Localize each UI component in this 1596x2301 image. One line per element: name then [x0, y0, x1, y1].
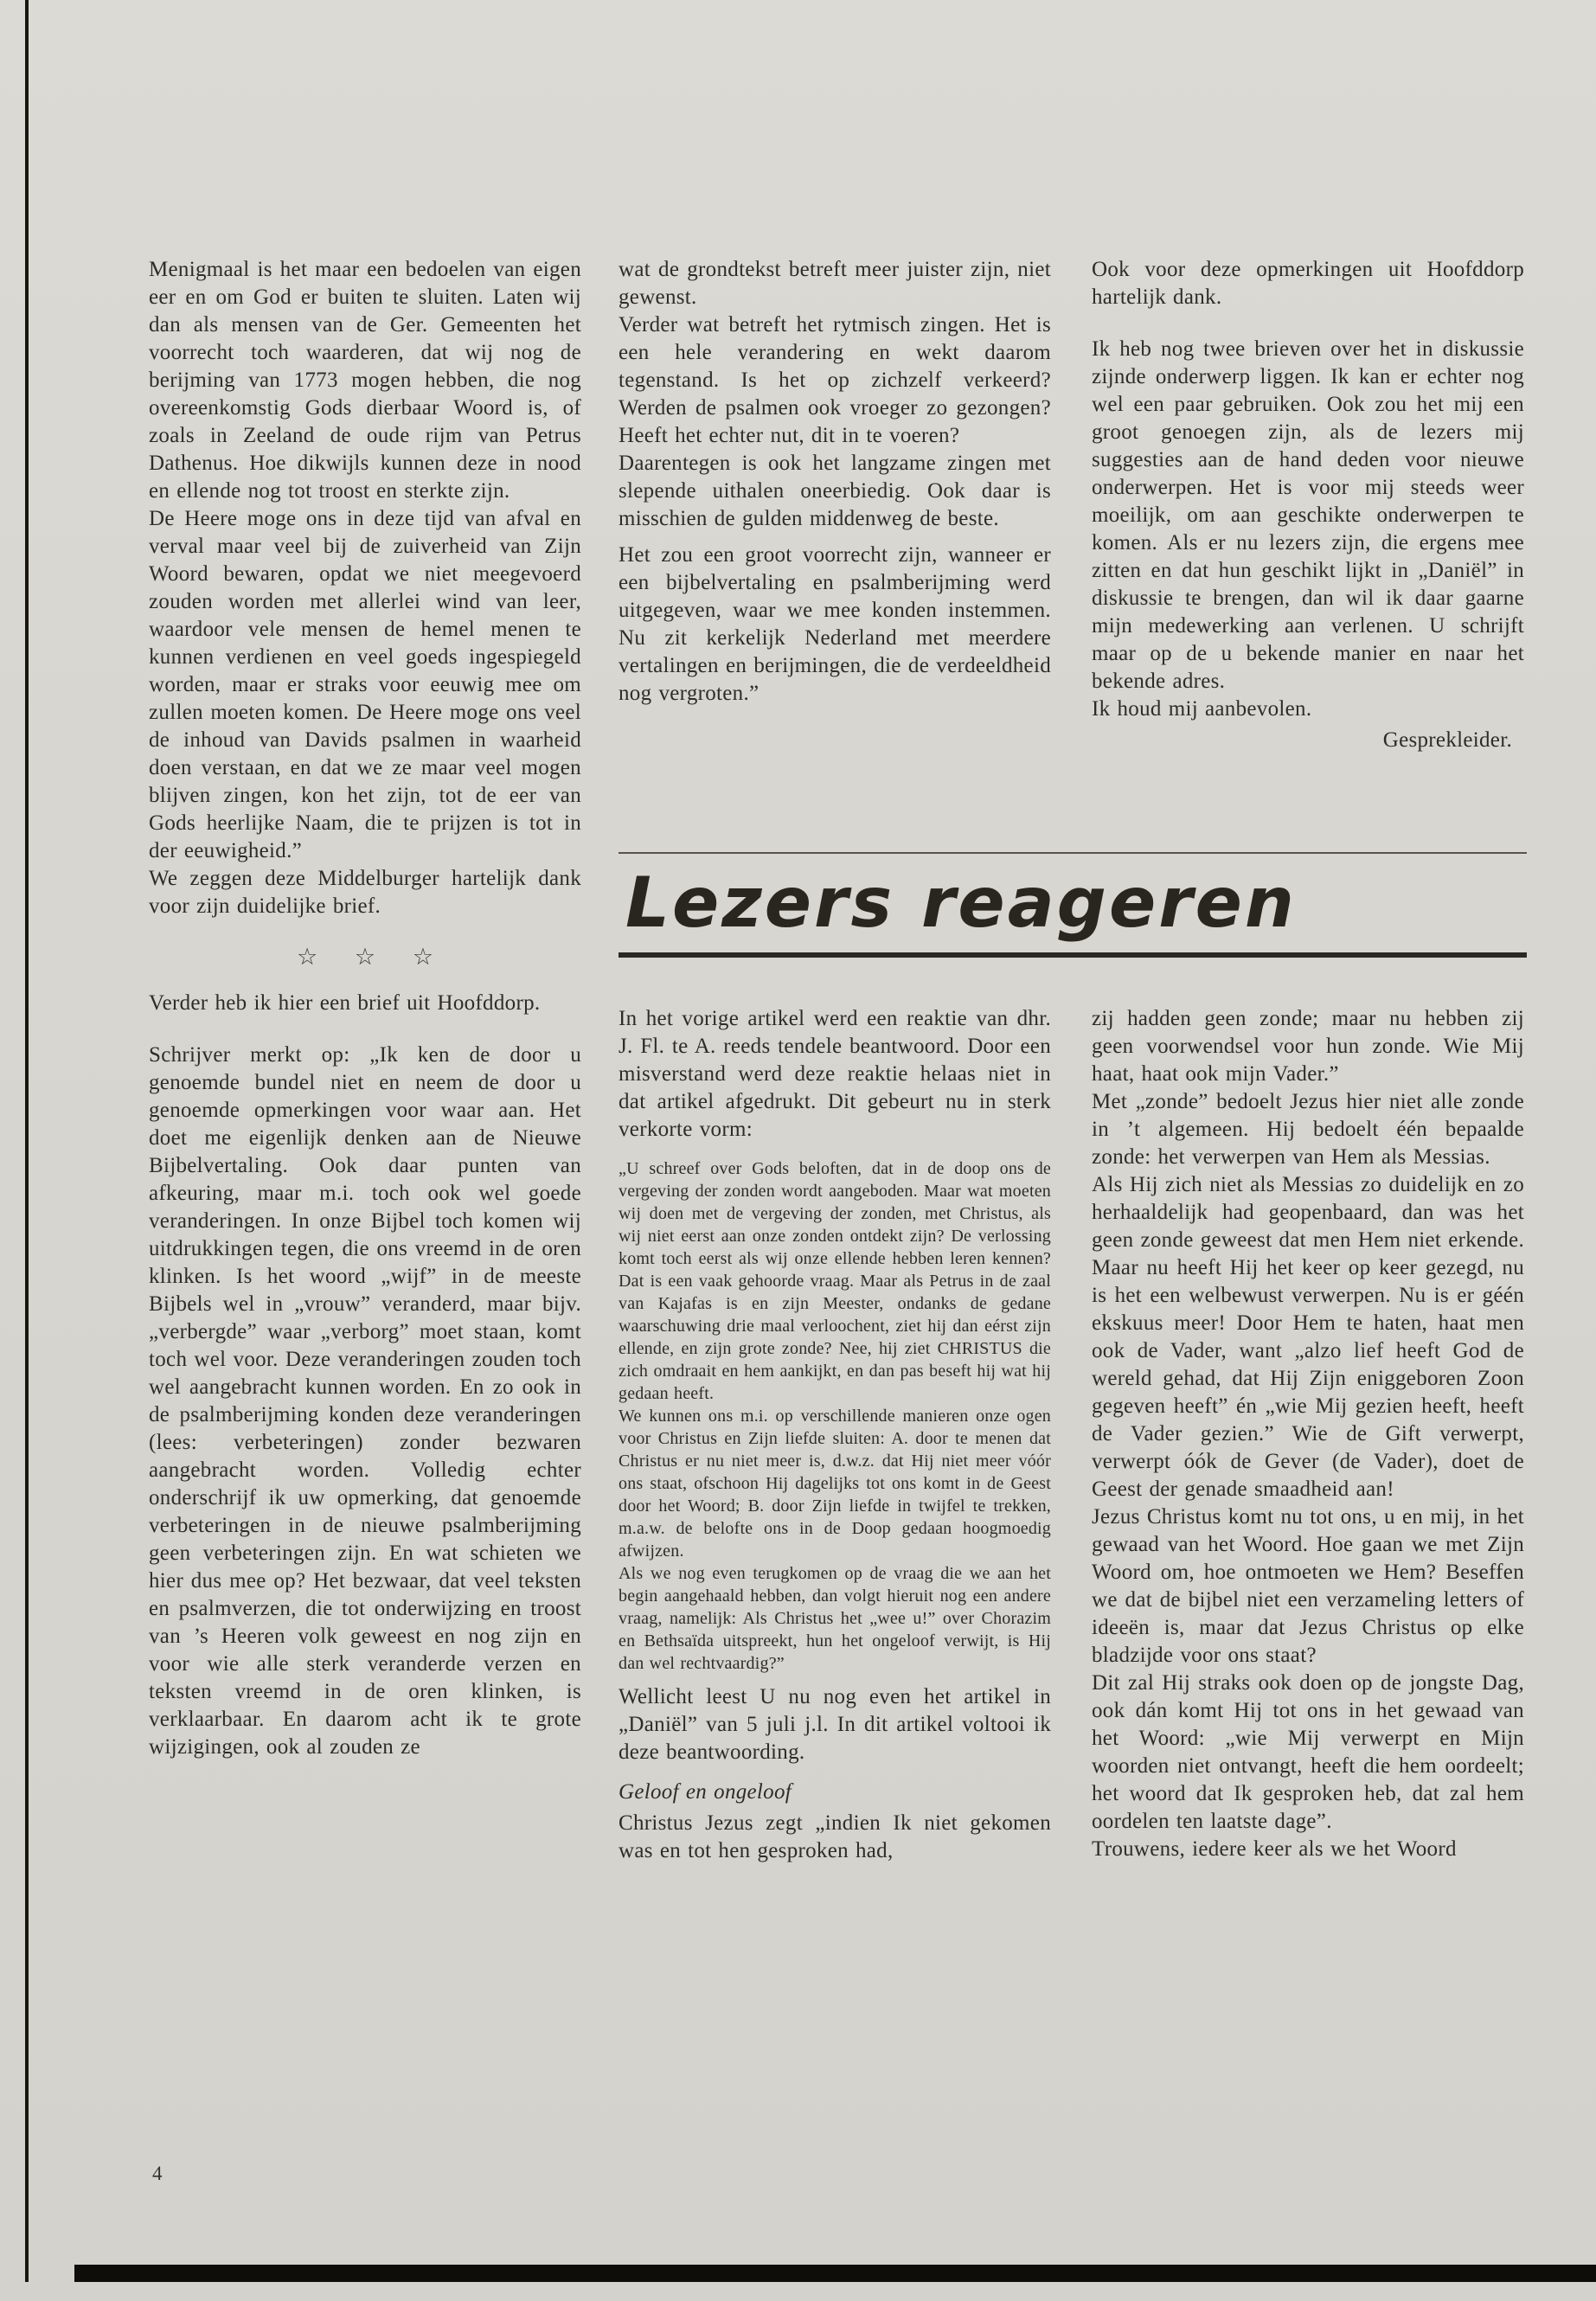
column-middle-top — [619, 256, 1051, 708]
section-title: Lezers reageren — [625, 862, 1297, 943]
scan-bottom-bar — [74, 2265, 1596, 2282]
paragraph: wat de grondtekst betreft meer juister zijn, niet gewenst. — [619, 258, 1051, 309]
paragraph: We zeggen deze Middelburger hartelijk dank voor zijn duidelijke brief. — [149, 867, 581, 918]
paragraph: zij hadden geen zonde; maar nu hebben zij geen voorwendsel voor hun zonde. Wie Mij haat, haat ook mijn Vader.” — [1092, 1007, 1524, 1086]
paragraph: Als Hij zich niet als Messias zo duidelijk en zo herhaaldelijk had geopenbaard, dan was het geen zonde geweest dat men Hem niet erkende. Maar nu heeft Hij het keer op keer gezegd, nu is het een welbewust verwerpen. Nu is er géén ekskuus meer! Door Hem te haten, haat men ook de Vader, want „alzo lief heeft God de wereld gehad, dat Hij Zijn eniggeboren Zoon gegeven heeft” én „wie Mij gezien heeft, heeft de Vader gezien.” Wie de Gift verwerpt, verwerpt óók de Gever (de Vader), doet de Geest der genade smaadheid aan! — [1092, 1173, 1524, 1501]
column-right-bottom — [1092, 1005, 1524, 1863]
column-right-top — [1092, 256, 1524, 754]
paragraph: In het vorige artikel werd een reaktie van dhr. J. Fl. te A. reeds tendele beantwoord. Door een misverstand werd deze reaktie helaas niet in dat artikel afgedrukt. Dit gebeurt nu in sterk verkorte vorm: — [619, 1007, 1051, 1141]
scan-edge-line — [25, 0, 29, 2282]
subheading: Geloof en ongeloof — [619, 1780, 792, 1804]
stars-divider: ☆ ☆ ☆ — [296, 944, 434, 970]
paragraph: Verder heb ik hier een brief uit Hoofddorp. — [149, 991, 541, 1015]
reader-quote-block — [619, 1157, 1051, 1675]
paragraph: De Heere moge ons in deze tijd van afval en verval maar veel bij de zuiverheid van Zijn Woord bewaren, opdat we niet meegevoerd zouden worden met allerlei wind van leer, waardoor vele mensen de hemel menen te kunnen verdienen en veel goeds ingespiegeld worden, maar er straks voor eeuwig mee om zullen moeten komen. De Heere moge ons veel de inhoud van Davids psalmen in waarheid doen verstaan, en dat we ze maar veel mogen blijven zingen, kon het zijn, tot de eer van Gods heerlijke Naam, die te prijzen is tot in der eeuwigheid.” — [149, 507, 581, 862]
column-middle-bottom — [619, 1005, 1051, 1865]
column-left — [149, 256, 581, 1761]
paragraph: Jezus Christus komt nu tot ons, u en mij, in het gewaad van het Woord. Hoe gaan we met Zijn Woord om, hoe ontmoeten we Hem? Beseffen we dat de bijbel niet een verzameling letters of ideeën is, maar dat Jezus Christus op elke bladzijde voor ons staat? — [1092, 1505, 1524, 1667]
section-heading-block — [619, 852, 1527, 958]
paragraph: Verder wat betreft het rytmisch zingen. Het is een hele verandering en wekt daarom tegenstand. Is het op zichzelf verkeerd? Werden de psalmen ook vroeger zo gezongen? Heeft het echter nut, dit in te voeren? — [619, 313, 1051, 447]
paragraph: Ik heb nog twee brieven over het in diskussie zijnde onderwerp liggen. Ik kan er echter nog wel een paar gebruiken. Ook zou het mij een groot genoegen zijn, als de lezers mij suggesties aan de hand deden voor nieuwe onderwerpen. Het is voor mij steeds weer moeilijk, om aan geschikte onderwerpen te komen. Als er nu lezers zijn, die ergens mee zitten en dat hun geschikt lijkt in „Daniël” in diskussie te brengen, dan wil ik daar gaarne mijn medewerking aan verlenen. U schrijft maar op de u bekende manier en naar het bekende adres. — [1092, 337, 1524, 693]
paragraph: Menigmaal is het maar een bedoelen van eigen eer en om God er buiten te sluiten. Laten wij dan als mensen van de Ger. Gemeenten het voorrecht toch waarderen, dat wij nog de berijming van 1773 mogen hebben, die nog overeenkomstig Gods dierbaar Woord is, of zoals in Zeeland de oude rijm van Petrus Dathenus. Hoe dikwijls kunnen deze in nood en ellende nog tot troost en sterkte zijn. — [149, 258, 581, 503]
paragraph: Ook voor deze opmerkingen uit Hoofddorp hartelijk dank. — [1092, 258, 1524, 309]
page-number: 4 — [152, 2163, 163, 2184]
quote-paragraph: Als we nog even terugkomen op de vraag die we aan het begin aangehaald hebben, dan volgt hieruit nog een andere vraag, namelijk: Als Christus het „wee u!” over Chorazim en Bethsaïda uitspreekt, hun het ongeloof verwijt, is Hij dan wel rechtvaardig?” — [619, 1564, 1051, 1673]
heading-rule-bottom — [619, 952, 1527, 958]
paragraph: Het zou een groot voorrecht zijn, wanneer er een bijbelvertaling en psalmberijming werd uitgegeven, waar we mee konden instemmen. Nu zit kerkelijk Nederland met meerdere vertalingen en berijmingen, die de verdeeldheid nog vergroten.” — [619, 543, 1051, 705]
paragraph: Dit zal Hij straks ook doen op de jongste Dag, ook dán komt Hij tot ons in het gewaad van het Woord: „wie Mij verwerpt en Mijn woorden niet ontvangt, heeft die hem oordeelt; het woord dat Ik gesproken heb, dat zal hem oordelen ten laatste dage”. — [1092, 1671, 1524, 1833]
paragraph: Schrijver merkt op: „Ik ken de door u genoemde bundel niet en neem de door u genoemde opmerkingen voor waar aan. Het doet me eigenlijk denken aan de Nieuwe Bijbelvertaling. Ook daar punten van afkeuring, maar m.i. toch ook wel goede veranderingen. In onze Bijbel toch komen wij uitdrukkingen tegen, die ons vreemd in de oren klinken. Is het woord „wijf” in de meeste Bijbels wel in „vrouw” veranderd, maar bijv. „verbergde” waar „verborg” moet staan, komt toch wel voor. Deze veranderingen zouden toch wel aangebracht kunnen worden. En zo ook in de psalmberijming konden deze veranderingen (lees: verbeteringen) zonder bezwaren aangebracht worden. Volledig echter onderschrijf ik uw opmerking, dat genoemde verbeteringen in de nieuwe psalmberijming geen verbeteringen zijn. En wat schieten we hier dus mee op? Het bezwaar, dat veel teksten en psalmverzen, die tot onderwijzing en troost van ’s Heeren volk geweest en nog zijn en voor wie alle sterk veranderde verzen en teksten vreemd in de oren klinken, is verklaarbaar. En daarom acht ik te grote wijzigingen, ook al zouden ze — [149, 1043, 581, 1759]
paragraph: Christus Jezus zegt „indien Ik niet gekomen was en tot hen gesproken had, — [619, 1811, 1051, 1862]
quote-paragraph: We kunnen ons m.i. op verschillende manieren onze ogen voor Christus en Zijn liefde sluiten: A. door te menen dat Christus er nu niet meer is, d.w.z. dat Hij niet meer vóór ons staat, ofschoon Hij dagelijks tot ons komt in de Geest door het Woord; B. door Zijn liefde in twijfel te trekken, m.a.w. de belofte ons in de Doop gedaan hoogmoedig afwijzen. — [619, 1407, 1051, 1561]
signature: Gesprekleider. — [1382, 728, 1512, 752]
paragraph: Wellicht leest U nu nog even het artikel in „Daniël” van 5 juli j.l. In dit artikel voltooi ik deze beantwoording. — [619, 1685, 1051, 1764]
quote-paragraph: „U schreef over Gods beloften, dat in de doop ons de vergeving der zonden wordt aangeboden. Maar wat moeten wij doen met de vergeving der zonden, met Christus, als wij niet eerst aan onze zonden ontdekt zijn? De verlossing komt toch eerst als wij onze ellende hebben leren kennen? Dat is een vaak gehoorde vraag. Maar als Petrus in de zaal van Kajafas is en zijn Meester, ondanks de gedane waarschuwing drie maal verloochent, ziet hij dan eérst zijn ellende, en zijn grote zonde? Nee, hij ziet CHRISTUS die zich omdraait en hem aankijkt, en dan pas beseft hij wat hij gedaan heeft. — [619, 1159, 1051, 1403]
paragraph: Ik houd mij aanbevolen. — [1092, 697, 1312, 721]
paragraph: Trouwens, iedere keer als we het Woord — [1092, 1837, 1457, 1861]
paragraph: Daarentegen is ook het langzame zingen met slepende uithalen oneerbiedig. Ook daar is misschien de gulden middenweg de beste. — [619, 452, 1051, 530]
paragraph: Met „zonde” bedoelt Jezus hier niet alle zonde in ’t algemeen. Hij bedoelt één bepaalde zonde: het verwerpen van Hem als Messias. — [1092, 1090, 1524, 1169]
